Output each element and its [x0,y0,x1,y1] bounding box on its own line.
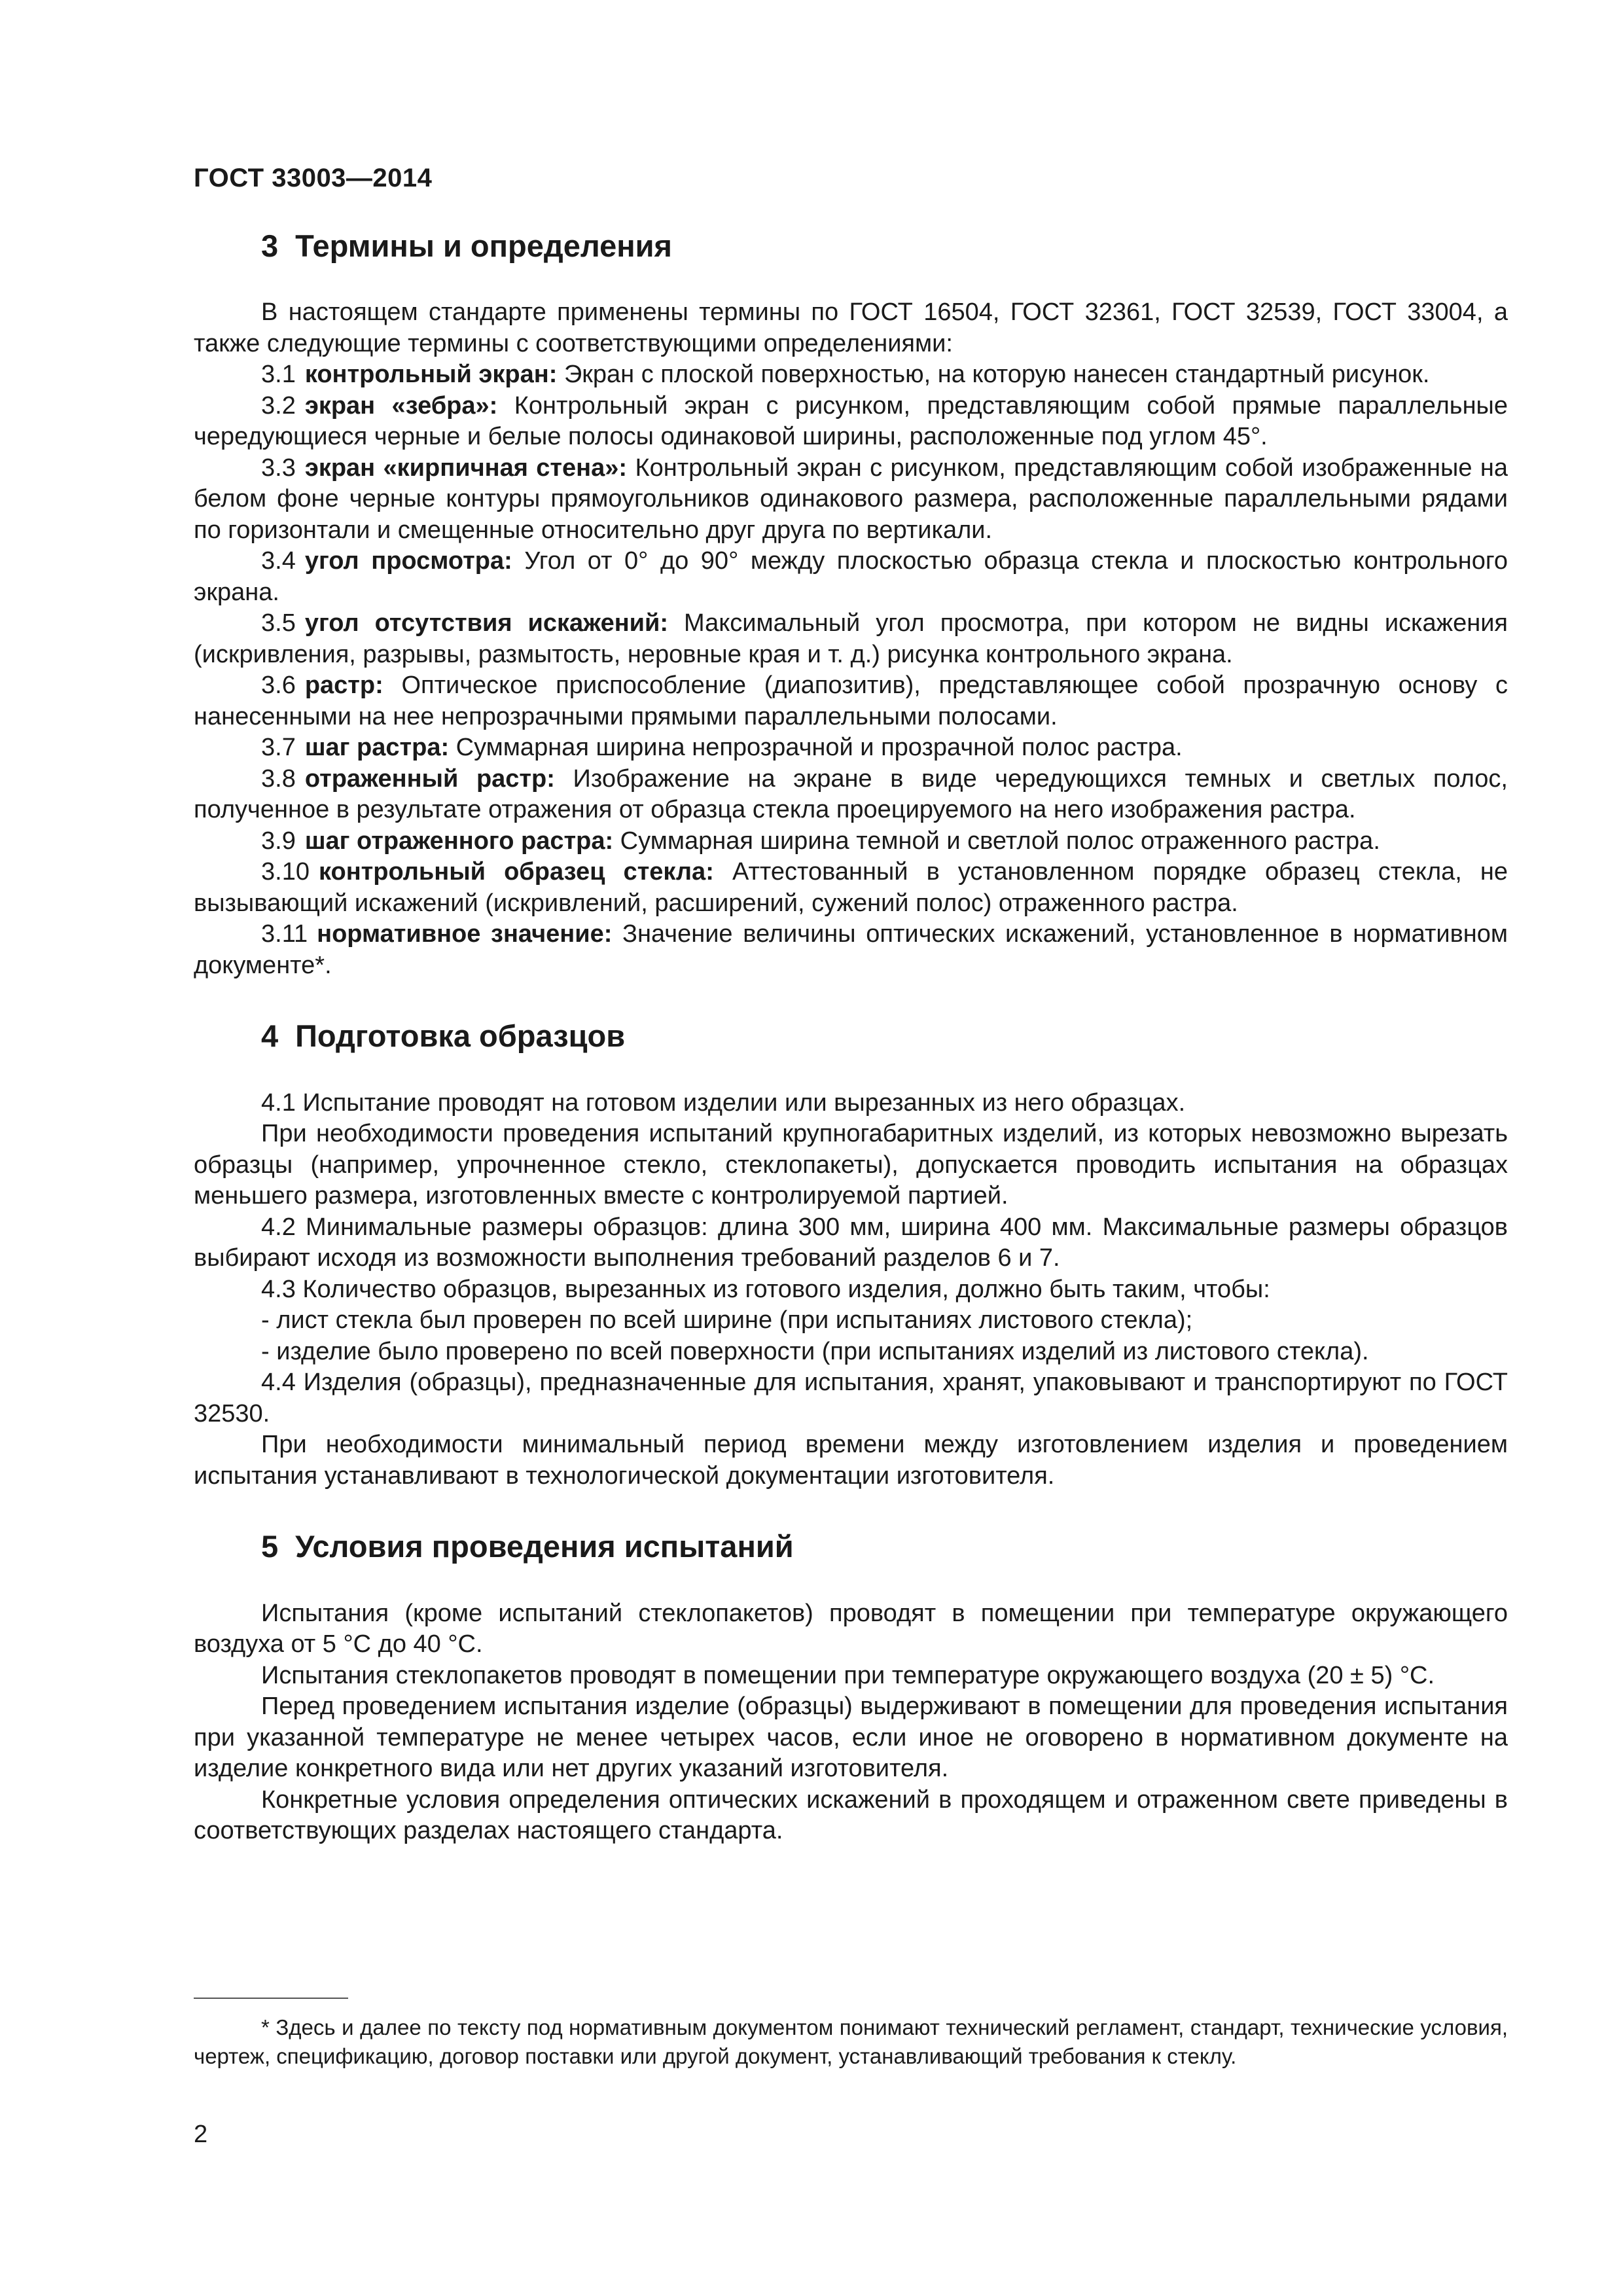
paragraph-5-conditioning: Перед проведением испытания изделие (образцы) выдерживают в помещении для проведения испытания при указанной температуре не менее четырех часов, если иное не оговорено в нормативном документе на изделие конкретного вида или нет других указаний изготовителя. [194,1693,1508,1783]
section-4 [194,1018,1508,1492]
term-name: нормативное значение: [317,920,613,948]
term-definition: Максимальный угол просмотра, при котором не видны искажения (искривления, разрывы, размытость, неровные края и т. д.) рисунка контрольного экрана. [194,609,1508,668]
term-number: 3.5 [261,609,296,637]
term-3-6 [194,670,1508,732]
term-name: экран «зебра»: [304,391,498,420]
footnote-text: * Здесь и далее по тексту под нормативным документом понимают технический регламент, стандарт, технические условия, чертеж, спецификацию, договор поставки или другой документ, устанавливающий требования к стеклу. [194,2015,1508,2068]
term-definition: Угол от 0° до 90° между плоскостью образца стекла и плоскостью контрольного экрана. [194,547,1508,606]
term-3-2 [194,391,1508,453]
page-number: 2 [194,2121,208,2148]
term-name: контрольный образец стекла: [318,858,714,886]
term-definition: Значение величины оптических искажений, установленное в нормативном документе*. [194,920,1508,979]
paragraph-4-3: 4.3 Количество образцов, вырезанных из готового изделия, должно быть таким, чтобы: [261,1275,1270,1303]
section-number: 3 [261,228,279,263]
term-definition: Оптическое приспособление (диапозитив), представляющее собой прозрачную основу с нанесенными на нее непрозрачными прямыми параллельными полосами. [194,672,1508,730]
section-title: Условия проведения испытаний [295,1529,794,1564]
term-name: шаг растра: [304,734,450,762]
term-name: угол просмотра: [304,547,512,575]
footnote [194,2013,1508,2071]
paragraph-4-4-min-period: При необходимости минимальный период времени между изготовлением изделия и проведением испытания устанавливают в технологической документации изготовителя. [194,1431,1508,1490]
section-5-heading [194,1528,1508,1565]
section-number: 4 [261,1018,279,1054]
paragraph-5-temperature: Испытания (кроме испытаний стеклопакетов) проводят в помещении при температуре окружающего воздуха от 5 °С до 40 °С. [194,1599,1508,1659]
section-title: Подготовка образцов [295,1018,626,1054]
term-3-7 [194,732,1508,764]
footnote-divider [194,1998,348,1999]
term-definition: Изображение на экране в виде чередующихся темных и светлых полос, полученное в результате отражения от образца стекла проецируемого на него изображения растра. [194,764,1508,824]
section-3 [194,228,1508,981]
term-number: 3.3 [261,454,296,482]
list-item-sheet-glass: - лист стекла был проверен по всей ширине (при испытаниях листового стекла); [261,1306,1193,1335]
term-number: 3.9 [261,827,296,855]
section-5 [194,1528,1508,1846]
section-3-intro: В настоящем стандарте применены термины по ГОСТ 16504, ГОСТ 32361, ГОСТ 32539, ГОСТ 33004, а также следующие термины с соответствующими определениями: [194,298,1508,357]
term-name: растр: [304,672,383,700]
term-3-3 [194,453,1508,547]
term-number: 3.2 [261,391,296,420]
term-number: 3.11 [261,920,308,948]
term-number: 3.1 [261,361,296,389]
paragraph-4-4: 4.4 Изделия (образцы), предназначенные для испытания, хранят, упаковывают и транспортируют по ГОСТ 32530. [194,1369,1508,1427]
term-definition: Суммарная ширина непрозрачной и прозрачной полос растра. [449,734,1183,762]
term-name: контрольный экран: [304,361,558,389]
term-3-11 [194,919,1508,981]
term-name: отраженный растр: [304,764,555,793]
list-item-glass-product: - изделие было проверено по всей поверхности (при испытаниях изделий из листового стекла). [261,1337,1369,1365]
section-title: Термины и определения [295,228,672,263]
term-number: 3.8 [261,764,296,793]
paragraph-5-insulating-glass: Испытания стеклопакетов проводят в помещении при температуре окружающего воздуха (20 ± 5) °С. [261,1661,1435,1689]
term-name: шаг отраженного растра: [304,827,614,855]
term-3-5 [194,608,1508,670]
term-3-8 [194,764,1508,826]
term-definition: Суммарная ширина темной и светлой полос отраженного растра. [613,827,1380,855]
term-definition: Контрольный экран с рисунком, представляющим собой прямые параллельные чередующиеся черные и белые полосы одинаковой ширины, расположенные под углом 45°. [194,391,1508,451]
section-3-heading [194,228,1508,264]
term-number: 3.4 [261,547,296,575]
term-3-9 [194,826,1508,857]
document-body [194,228,1508,1884]
term-3-10 [194,857,1508,919]
term-name: угол отсутствия искажений: [304,609,669,637]
term-definition: Контрольный экран с рисунком, представляющим собой изображенные на белом фоне черные контуры прямоугольников одинакового размера, расположенные параллельными рядами по горизонтали и смещенные относительно друг друга по вертикали. [194,454,1508,544]
term-name: экран «кирпичная стена»: [304,454,628,482]
section-number: 5 [261,1529,279,1564]
paragraph-5-specific-conditions: Конкретные условия определения оптических искажений в проходящем и отраженном свете приведены в соответствующих разделах настоящего стандарта. [194,1785,1508,1845]
term-definition: Экран с плоской поверхностью, на которую нанесен стандартный рисунок. [557,361,1430,389]
term-number: 3.10 [261,858,310,886]
document-id-header: ГОСТ 33003—2014 [194,164,433,192]
paragraph-4-1: 4.1 Испытание проводят на готовом изделии или вырезанных из него образцах. [261,1088,1186,1117]
paragraph-4-1-large-items: При необходимости проведения испытаний крупногабаритных изделий, из которых невозможно вырезать образцы (например, упрочненное стекло, стеклопакеты), допускается проводить испытания на образцах меньшего размера, изготовленных вместе с контролируемой партией. [194,1120,1508,1210]
term-3-1 [194,359,1508,391]
paragraph-4-2: 4.2 Минимальные размеры образцов: длина 300 мм, ширина 400 мм. Максимальные размеры образцов выбирают исходя из возможности выполнения требований разделов 6 и 7. [194,1213,1508,1272]
section-4-heading [194,1018,1508,1054]
term-number: 3.6 [261,672,296,700]
term-3-4 [194,546,1508,608]
term-definition: Аттестованный в установленном порядке образец стекла, не вызывающий искажений (искривлений, расширений, сужений полос) отраженного растра. [194,858,1508,917]
term-number: 3.7 [261,734,296,762]
